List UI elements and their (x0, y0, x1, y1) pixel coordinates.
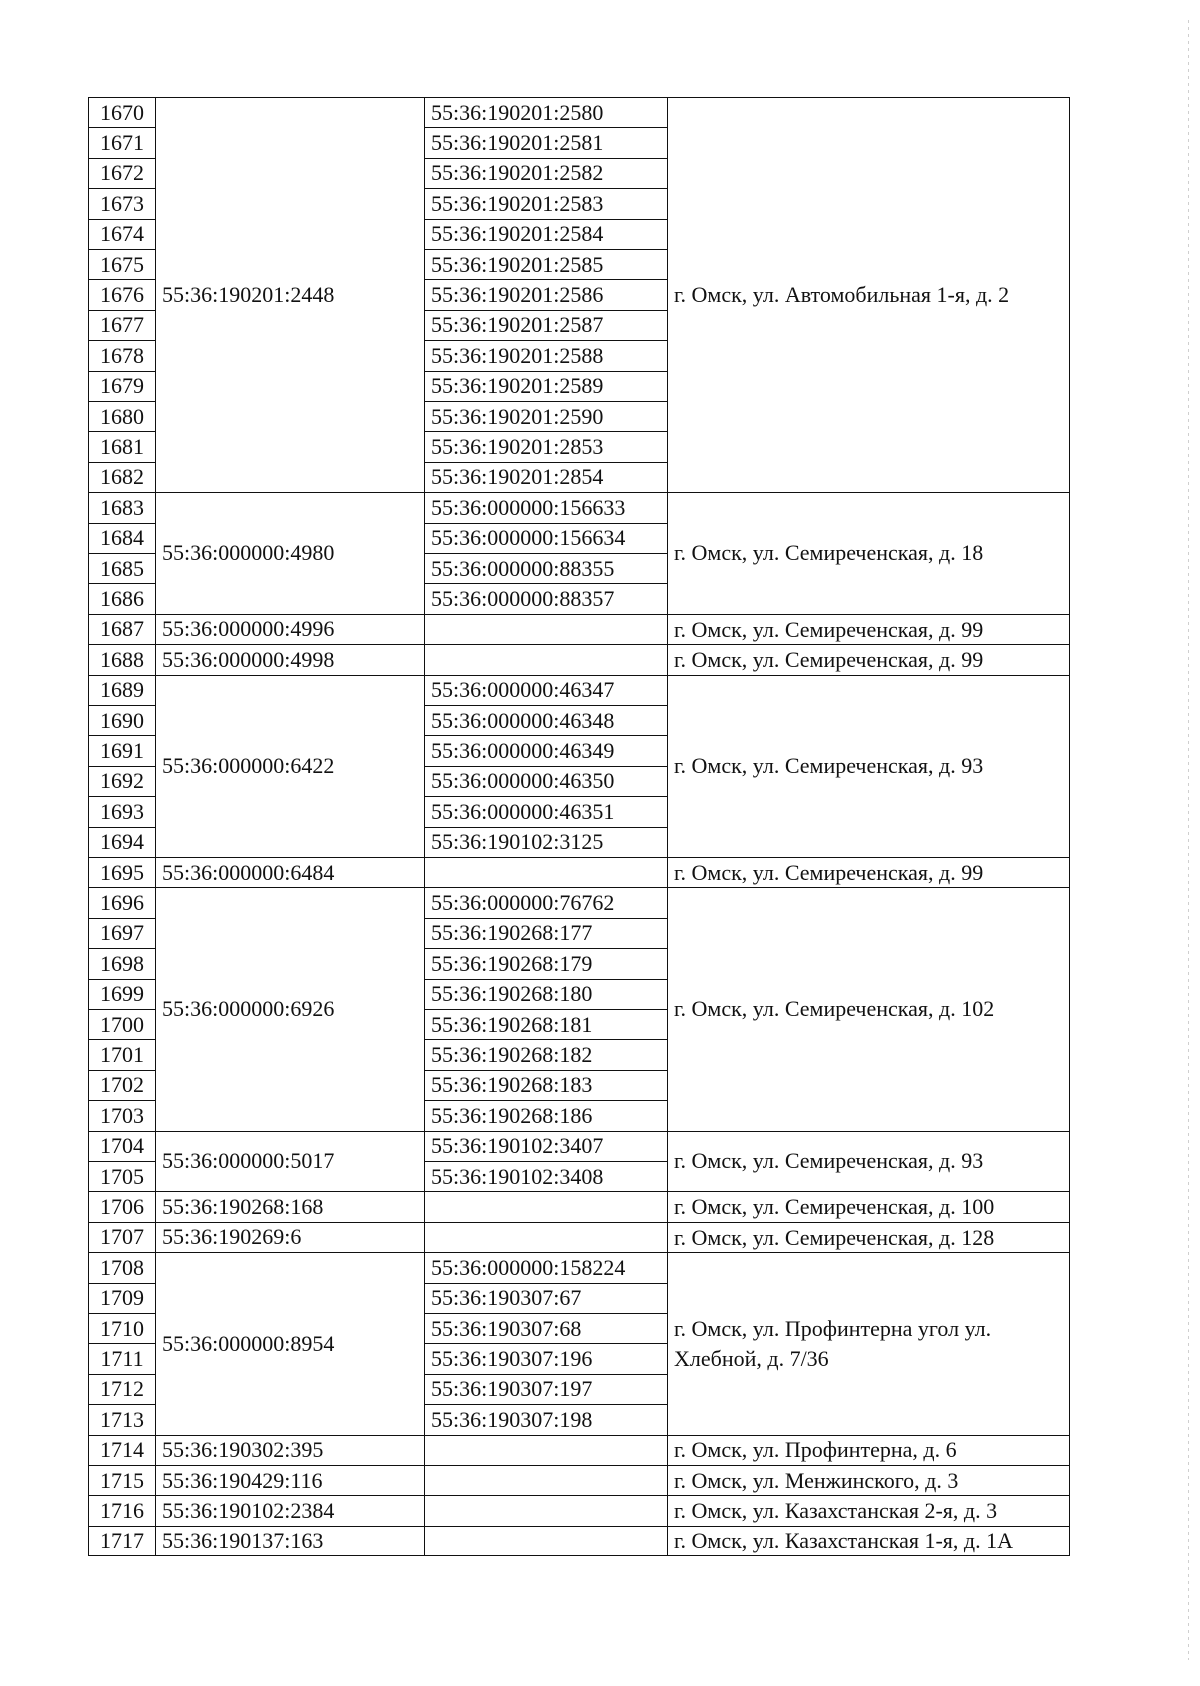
object-cadastral-number: 55:36:190201:2589 (425, 371, 668, 401)
parcel-cadastral-number: 55:36:190269:6 (156, 1222, 425, 1252)
object-cadastral-number: 55:36:190268:177 (425, 918, 668, 948)
object-cadastral-number: 55:36:190201:2583 (425, 188, 668, 218)
object-address: г. Омск, ул. Семиреченская, д. 102 (668, 887, 1070, 1130)
row-number: 1670 (88, 97, 156, 127)
row-number: 1699 (88, 979, 156, 1009)
object-address: г. Омск, ул. Семиреченская, д. 100 (668, 1191, 1070, 1221)
row-number: 1709 (88, 1283, 156, 1313)
object-address: г. Омск, ул. Семиреченская, д. 99 (668, 614, 1070, 644)
object-cadastral-number: 55:36:190201:2853 (425, 431, 668, 461)
object-cadastral-number: 55:36:000000:46349 (425, 735, 668, 765)
scan-edge-artifact (1188, 20, 1189, 1660)
row-number: 1696 (88, 887, 156, 917)
parcel-cadastral-number: 55:36:000000:6926 (156, 887, 425, 1130)
object-address: г. Омск, ул. Казахстанская 1-я, д. 1А (668, 1526, 1070, 1556)
row-number: 1688 (88, 644, 156, 674)
object-cadastral-number: 55:36:190268:179 (425, 948, 668, 978)
row-number: 1685 (88, 553, 156, 583)
object-cadastral-number: 55:36:190201:2584 (425, 219, 668, 249)
row-number: 1697 (88, 918, 156, 948)
object-cadastral-number: 55:36:190268:180 (425, 979, 668, 1009)
object-cadastral-number: 55:36:000000:46350 (425, 766, 668, 796)
parcel-cadastral-number: 55:36:190102:2384 (156, 1495, 425, 1525)
object-cadastral-number (425, 1191, 668, 1221)
row-number: 1671 (88, 127, 156, 157)
object-cadastral-number (425, 1526, 668, 1556)
object-address: г. Омск, ул. Профинтерна, д. 6 (668, 1435, 1070, 1465)
row-number: 1686 (88, 583, 156, 613)
object-cadastral-number: 55:36:000000:158224 (425, 1252, 668, 1282)
row-number: 1704 (88, 1131, 156, 1161)
object-cadastral-number: 55:36:190201:2587 (425, 310, 668, 340)
row-number: 1682 (88, 462, 156, 492)
parcel-cadastral-number: 55:36:190302:395 (156, 1435, 425, 1465)
object-address: г. Омск, ул. Семиреченская, д. 93 (668, 1131, 1070, 1192)
object-cadastral-number: 55:36:000000:76762 (425, 887, 668, 917)
row-number: 1707 (88, 1222, 156, 1252)
object-cadastral-number: 55:36:190102:3407 (425, 1131, 668, 1161)
object-cadastral-number: 55:36:190268:183 (425, 1070, 668, 1100)
parcel-cadastral-number: 55:36:190268:168 (156, 1191, 425, 1221)
object-cadastral-number: 55:36:190201:2581 (425, 127, 668, 157)
row-number: 1710 (88, 1313, 156, 1343)
object-cadastral-number: 55:36:190268:186 (425, 1100, 668, 1130)
object-cadastral-number: 55:36:190268:182 (425, 1039, 668, 1069)
row-number: 1716 (88, 1495, 156, 1525)
row-number: 1687 (88, 614, 156, 644)
parcel-cadastral-number: 55:36:000000:6422 (156, 675, 425, 857)
object-cadastral-number (425, 857, 668, 887)
row-number: 1684 (88, 523, 156, 553)
object-cadastral-number: 55:36:000000:46351 (425, 796, 668, 826)
row-number: 1702 (88, 1070, 156, 1100)
parcel-cadastral-number: 55:36:190201:2448 (156, 97, 425, 492)
row-number: 1675 (88, 249, 156, 279)
row-number: 1690 (88, 705, 156, 735)
parcel-cadastral-number: 55:36:000000:6484 (156, 857, 425, 887)
object-cadastral-number: 55:36:190307:67 (425, 1283, 668, 1313)
parcel-cadastral-number: 55:36:000000:4998 (156, 644, 425, 674)
object-cadastral-number: 55:36:000000:88357 (425, 583, 668, 613)
object-cadastral-number: 55:36:000000:46348 (425, 705, 668, 735)
row-number: 1708 (88, 1252, 156, 1282)
object-cadastral-number: 55:36:190201:2586 (425, 279, 668, 309)
object-cadastral-number: 55:36:190307:198 (425, 1404, 668, 1434)
row-number: 1678 (88, 340, 156, 370)
row-number: 1717 (88, 1526, 156, 1556)
row-number: 1712 (88, 1374, 156, 1404)
object-cadastral-number: 55:36:190307:68 (425, 1313, 668, 1343)
object-address: г. Омск, ул. Казахстанская 2-я, д. 3 (668, 1495, 1070, 1525)
object-cadastral-number: 55:36:190201:2854 (425, 462, 668, 492)
row-number: 1713 (88, 1404, 156, 1434)
parcel-cadastral-number: 55:36:000000:8954 (156, 1252, 425, 1434)
object-address: г. Омск, ул. Семиреченская, д. 93 (668, 675, 1070, 857)
parcel-cadastral-number: 55:36:000000:4980 (156, 492, 425, 614)
row-number: 1676 (88, 279, 156, 309)
object-cadastral-number: 55:36:190201:2585 (425, 249, 668, 279)
object-cadastral-number: 55:36:000000:156634 (425, 523, 668, 553)
object-cadastral-number (425, 1465, 668, 1495)
object-cadastral-number (425, 1435, 668, 1465)
object-address: г. Омск, ул. Менжинского, д. 3 (668, 1465, 1070, 1495)
object-address: г. Омск, ул. Семиреченская, д. 128 (668, 1222, 1070, 1252)
object-address: г. Омск, ул. Профинтерна угол ул. Хлебной, д. 7/36 (668, 1252, 1070, 1434)
parcel-cadastral-number: 55:36:190429:116 (156, 1465, 425, 1495)
row-number: 1693 (88, 796, 156, 826)
object-cadastral-number: 55:36:190201:2582 (425, 158, 668, 188)
parcel-cadastral-number: 55:36:190137:163 (156, 1526, 425, 1556)
row-number: 1711 (88, 1343, 156, 1373)
row-number: 1706 (88, 1191, 156, 1221)
row-number: 1715 (88, 1465, 156, 1495)
object-cadastral-number (425, 644, 668, 674)
row-number: 1700 (88, 1009, 156, 1039)
object-cadastral-number (425, 1222, 668, 1252)
object-cadastral-number: 55:36:000000:156633 (425, 492, 668, 522)
row-number: 1691 (88, 735, 156, 765)
row-number: 1701 (88, 1039, 156, 1069)
object-cadastral-number: 55:36:190307:196 (425, 1343, 668, 1373)
object-address: г. Омск, ул. Семиреченская, д. 18 (668, 492, 1070, 614)
object-address: г. Омск, ул. Автомобильная 1-я, д. 2 (668, 97, 1070, 492)
row-number: 1674 (88, 219, 156, 249)
row-number: 1679 (88, 371, 156, 401)
row-number: 1673 (88, 188, 156, 218)
object-cadastral-number: 55:36:190201:2588 (425, 340, 668, 370)
object-cadastral-number: 55:36:190102:3125 (425, 827, 668, 857)
row-number: 1689 (88, 675, 156, 705)
object-cadastral-number: 55:36:190201:2580 (425, 97, 668, 127)
row-number: 1692 (88, 766, 156, 796)
object-cadastral-number: 55:36:190201:2590 (425, 401, 668, 431)
object-cadastral-number: 55:36:000000:88355 (425, 553, 668, 583)
object-cadastral-number: 55:36:000000:46347 (425, 675, 668, 705)
object-cadastral-number: 55:36:190102:3408 (425, 1161, 668, 1191)
object-address: г. Омск, ул. Семиреченская, д. 99 (668, 857, 1070, 887)
row-number: 1694 (88, 827, 156, 857)
parcel-cadastral-number: 55:36:000000:4996 (156, 614, 425, 644)
row-number: 1683 (88, 492, 156, 522)
row-number: 1672 (88, 158, 156, 188)
row-number: 1703 (88, 1100, 156, 1130)
row-number: 1680 (88, 401, 156, 431)
row-number: 1705 (88, 1161, 156, 1191)
row-number: 1714 (88, 1435, 156, 1465)
row-number: 1677 (88, 310, 156, 340)
object-address: г. Омск, ул. Семиреченская, д. 99 (668, 644, 1070, 674)
parcel-cadastral-number: 55:36:000000:5017 (156, 1131, 425, 1192)
row-number: 1698 (88, 948, 156, 978)
row-number: 1681 (88, 431, 156, 461)
object-cadastral-number (425, 614, 668, 644)
object-cadastral-number (425, 1495, 668, 1525)
row-number: 1695 (88, 857, 156, 887)
object-cadastral-number: 55:36:190268:181 (425, 1009, 668, 1039)
object-cadastral-number: 55:36:190307:197 (425, 1374, 668, 1404)
